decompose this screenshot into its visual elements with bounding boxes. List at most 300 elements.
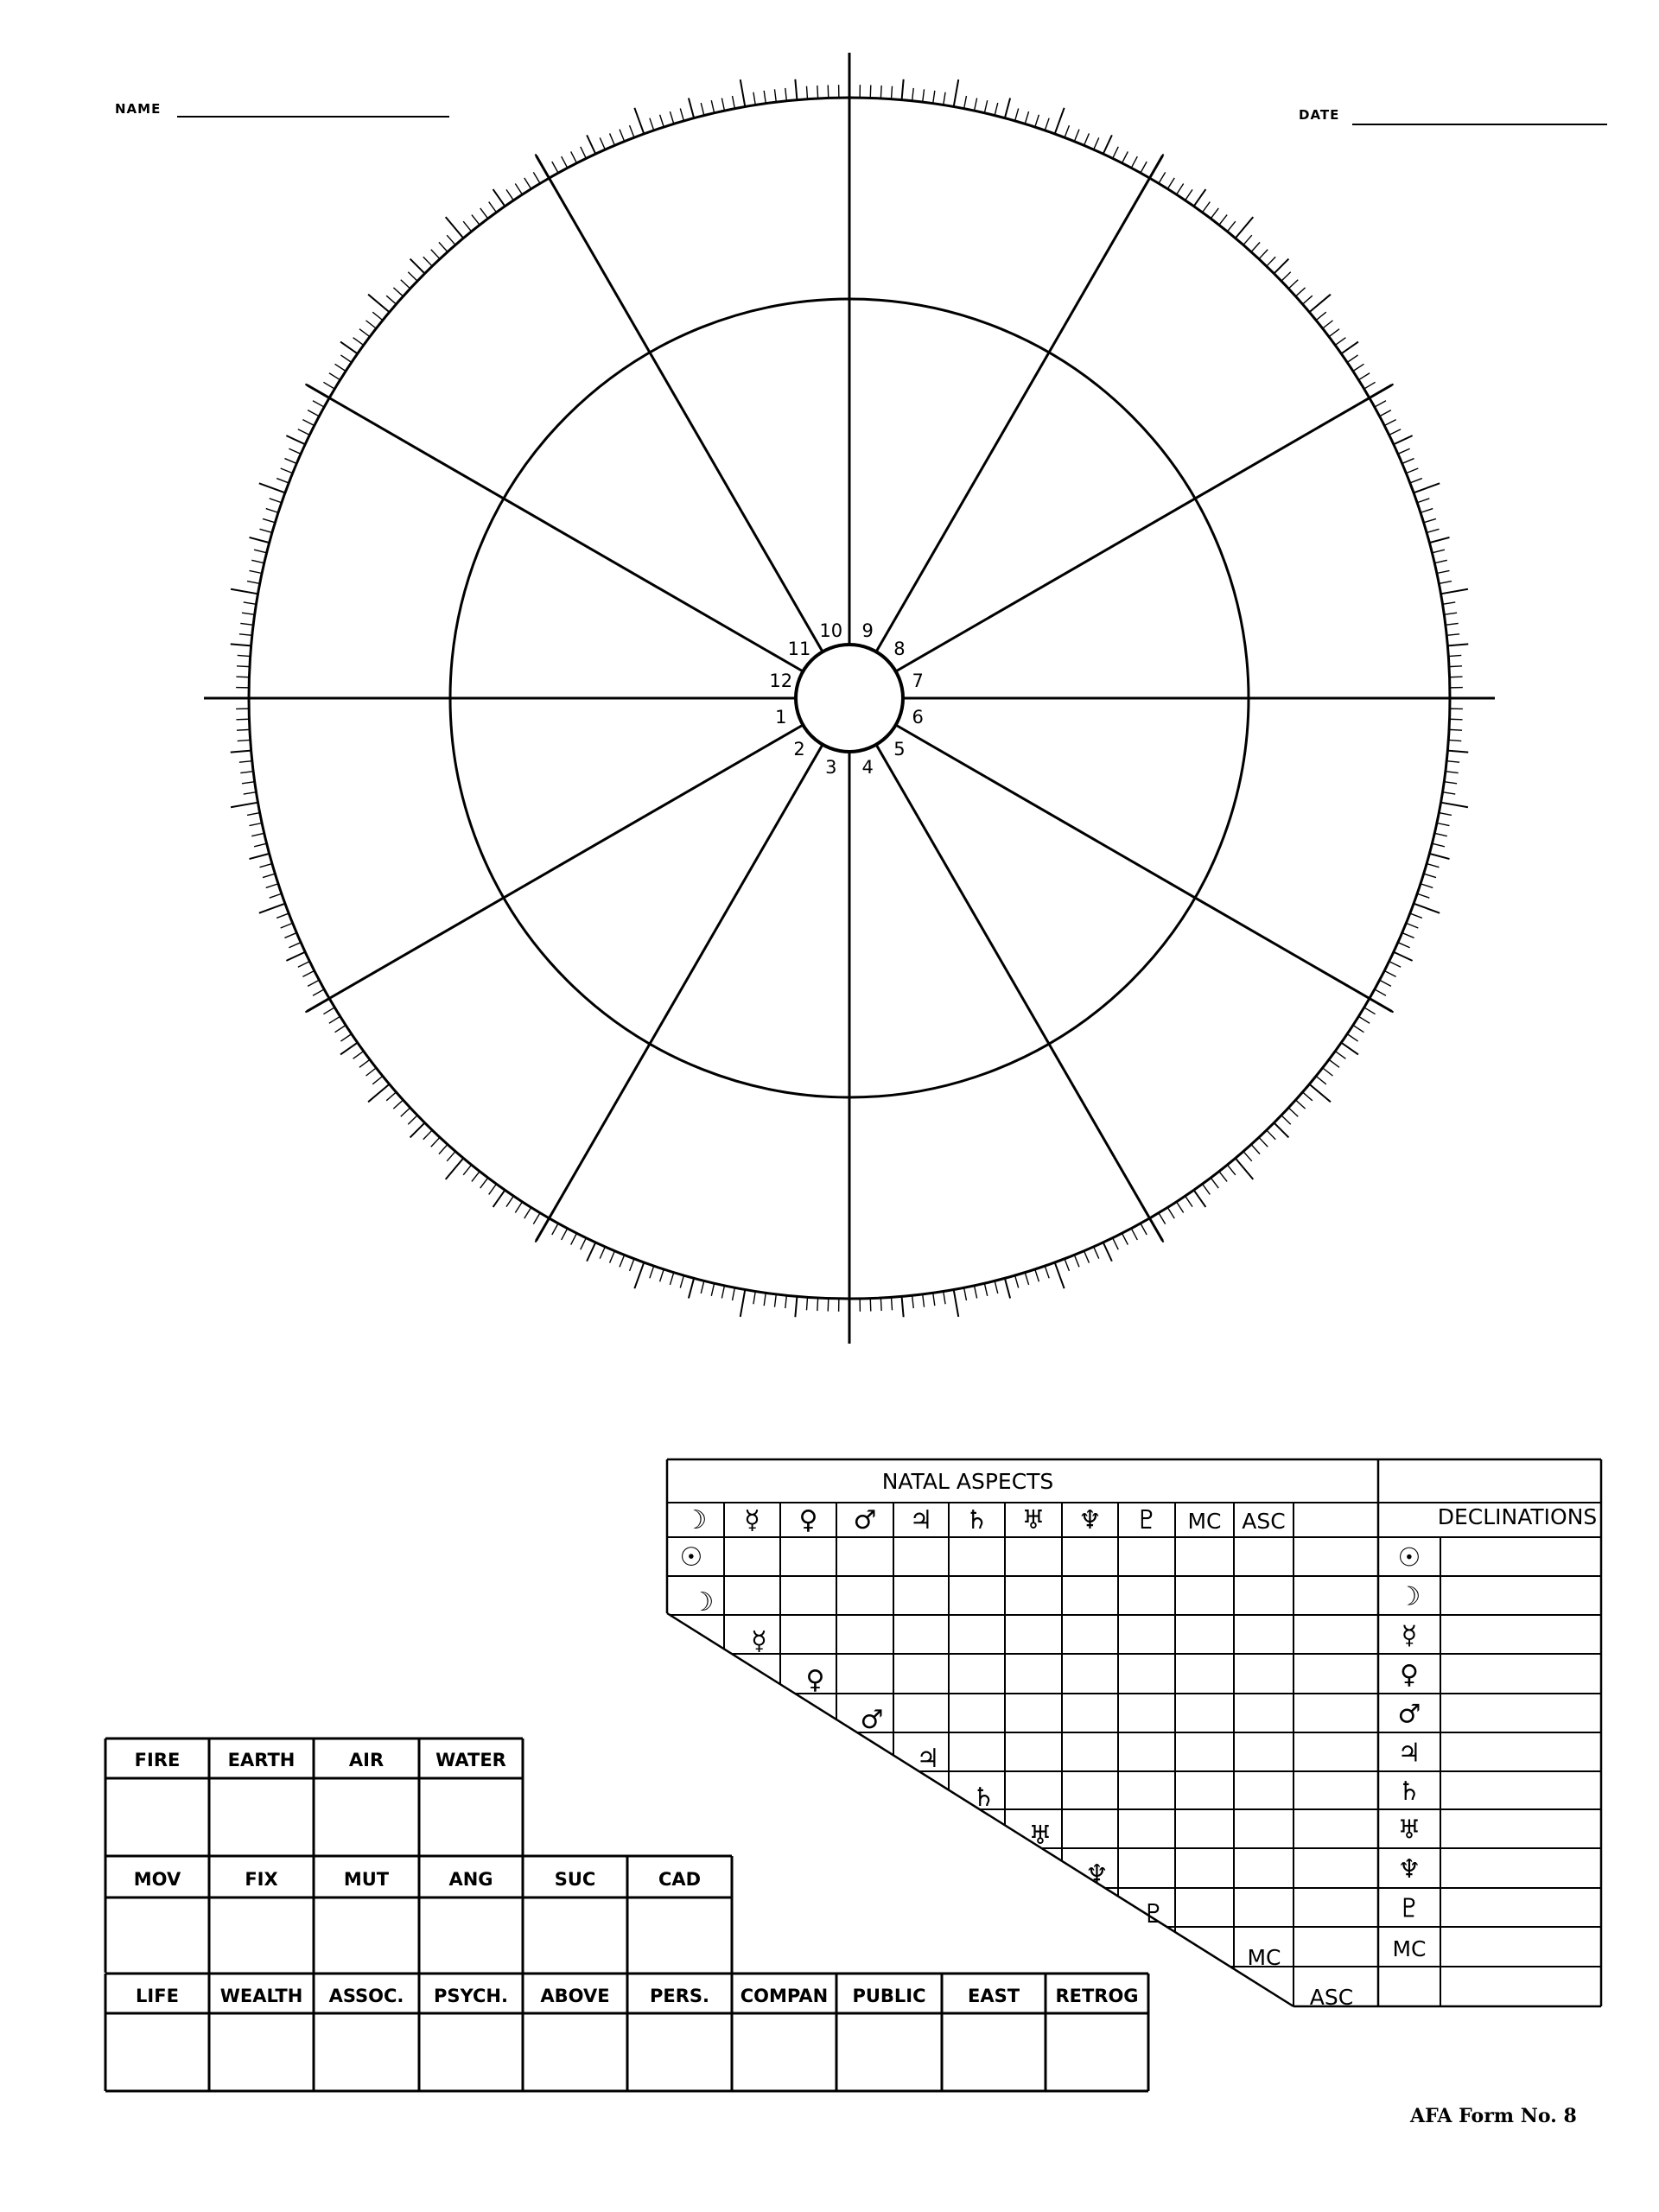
degree-tick [1219,1172,1227,1182]
degree-tick [231,589,258,594]
degree-tick [1094,137,1099,149]
degree-tick [1329,1059,1339,1067]
mode-header-label: SUC [554,1869,596,1890]
degree-tick [423,1130,432,1140]
degree-tick [533,1213,540,1224]
degree-tick [1364,1007,1376,1014]
degree-tick [1447,751,1468,753]
degree-tick [1316,312,1326,320]
degree-tick [954,1289,959,1317]
mode-header-label: AIR [348,1750,385,1770]
mode-header-label: PERS. [649,1986,710,2006]
degree-tick [954,79,959,107]
house-number: 1 [775,707,787,728]
degree-tick [263,518,275,522]
degree-tick [240,772,253,773]
form-number: AFA Form No. 8 [1410,2105,1577,2127]
degree-tick [1045,118,1049,130]
degree-tick [1219,215,1227,226]
degree-tick [472,1172,480,1182]
mode-header-label: COMPAN [740,1986,829,2006]
degree-tick [806,86,807,99]
degree-tick [284,459,296,464]
degree-tick [493,189,505,207]
degree-tick [238,740,251,741]
degree-tick [447,235,455,245]
mode-header-label: PSYCH. [434,1986,508,2006]
aspect-column-header: ♂ [853,1505,877,1535]
degree-tick [795,79,797,100]
degree-tick [1410,479,1422,483]
degree-tick [620,130,625,142]
aspect-row-glyph: ♄ [972,1783,995,1813]
mode-header-label: WEALTH [219,1986,303,2006]
degree-tick [368,295,390,313]
degree-tick [410,259,425,274]
degree-tick [689,98,694,118]
degree-tick [431,1137,440,1147]
mode-header-label: ASSOC. [328,1986,404,2006]
degree-tick [753,1291,755,1304]
degree-tick [393,1100,403,1109]
degree-tick [463,1165,471,1175]
degree-tick [933,1293,935,1306]
degree-tick [1251,242,1260,251]
degree-tick [1402,933,1414,938]
degree-tick [1194,189,1206,207]
house-number: 11 [787,639,811,660]
degree-tick [1358,1016,1370,1023]
degree-tick [1177,184,1184,195]
elements-modes-table [86,1728,1175,2108]
degree-tick [242,613,255,614]
degree-tick [1380,980,1391,986]
degree-tick [386,296,396,304]
degree-tick [1194,1190,1206,1207]
aspect-row-glyph: ☽ [690,1587,715,1618]
aspect-row-glyph: ♂ [860,1705,884,1735]
degree-tick [335,364,346,371]
degree-tick [247,582,260,584]
degree-tick [581,147,587,158]
degree-tick [660,1269,664,1281]
degree-tick [1035,115,1039,127]
degree-tick [1094,1247,1099,1259]
degree-tick [1274,259,1288,274]
degree-tick [1446,761,1459,763]
degree-tick [1447,644,1468,645]
degree-tick [1167,178,1174,189]
degree-tick [923,1294,925,1307]
degree-tick [1375,989,1386,995]
degree-tick [1364,382,1376,389]
degree-tick [689,1278,694,1298]
aspect-row-glyph: ♇ [1141,1899,1166,1929]
degree-tick [828,85,829,98]
mode-header-label: EAST [967,1986,1020,2006]
degree-tick [774,1294,776,1307]
degree-tick [1295,1100,1305,1109]
degree-tick [472,215,480,226]
degree-tick [650,1266,654,1278]
degree-tick [1432,550,1445,553]
mode-header-label: CAD [658,1869,702,1890]
degree-tick [701,1281,704,1294]
degree-tick [1055,108,1065,134]
degree-tick [1113,147,1119,158]
degree-tick [238,655,251,656]
degree-tick [410,1122,425,1137]
degree-tick [870,85,871,98]
degree-tick [1303,296,1313,304]
degree-tick [431,250,440,259]
degree-tick [236,719,249,720]
aspect-column-header: ♇ [1135,1505,1159,1535]
degree-tick [323,1007,334,1014]
aspect-column-header: ♅ [1021,1505,1046,1535]
degree-tick [1122,1233,1128,1244]
degree-tick [880,1298,881,1311]
degree-tick [1274,1122,1288,1137]
degree-tick [1015,1275,1019,1287]
declination-row-glyph: ♂ [1397,1699,1421,1730]
degree-tick [439,242,448,251]
degree-tick [1442,792,1455,794]
degree-tick [1353,364,1364,371]
degree-tick [817,1298,818,1311]
house-number: 6 [912,707,924,728]
degree-tick [1439,813,1452,816]
mode-header-label: MOV [133,1869,181,1890]
degree-tick [1410,913,1422,918]
degree-tick [912,1295,914,1308]
degree-tick [1448,655,1461,656]
degree-tick [1429,537,1449,543]
degree-tick [1353,1026,1364,1033]
degree-tick [286,435,305,444]
degree-tick [828,1299,829,1312]
degree-tick [552,1224,558,1235]
degree-tick [1398,448,1410,454]
degree-tick [1303,1092,1313,1101]
degree-tick [286,952,305,961]
degree-tick [353,338,364,346]
degree-tick [711,100,714,113]
degree-tick [1389,962,1401,968]
degree-tick [1243,235,1252,245]
degree-tick [1177,1202,1184,1213]
degree-tick [634,108,644,134]
degree-tick [340,355,351,362]
degree-tick [1074,130,1079,142]
aspect-column-header: ♀ [798,1505,818,1535]
degree-tick [1065,1259,1069,1271]
mode-header-label: PUBLIC [852,1986,926,2006]
degree-tick [1236,217,1254,238]
degree-tick [1446,772,1459,773]
degree-tick [1211,1178,1218,1188]
degree-tick [600,137,605,149]
degree-tick [995,1281,998,1294]
aspect-column-header: ♃ [909,1505,933,1535]
degree-tick [1440,589,1468,594]
degree-tick [795,1296,797,1317]
degree-tick [239,634,252,636]
degree-tick [581,1238,587,1249]
degree-tick [1406,468,1418,474]
mode-header-label: RETROG [1055,1986,1139,2006]
degree-tick [1394,952,1413,961]
degree-tick [302,971,314,977]
aspect-column-header: ☿ [744,1505,760,1535]
degree-tick [1437,570,1450,573]
degree-tick [1335,338,1345,346]
degree-tick [260,529,272,532]
degree-tick [1122,151,1128,162]
degree-tick [1406,923,1418,928]
degree-tick [266,509,278,513]
aspect-column-header: ASC [1242,1509,1286,1534]
mode-header-label: ANG [448,1869,493,1890]
aspect-column-header: ♄ [965,1505,988,1535]
degree-tick [1227,221,1235,232]
degree-tick [240,623,253,625]
degree-tick [817,86,818,99]
degree-tick [1131,156,1137,168]
degree-tick [764,91,766,104]
degree-tick [1005,1278,1010,1298]
degree-tick [680,109,683,121]
degree-tick [944,1291,945,1304]
degree-tick [1440,803,1468,808]
degree-tick [1167,1207,1174,1218]
degree-tick [1055,1262,1065,1288]
degree-tick [372,312,383,320]
degree-tick [1442,602,1455,604]
degree-tick [1131,1229,1137,1240]
degree-tick [1449,729,1462,730]
degree-tick [552,162,558,173]
natal-aspects-title: NATAL ASPECTS [881,1469,1054,1494]
house-number: 9 [861,620,874,641]
degree-tick [806,1297,807,1310]
degree-tick [670,111,673,124]
declination-row-glyph: ☉ [1397,1542,1421,1573]
degree-tick [1427,864,1439,868]
degree-tick [733,1287,735,1300]
degree-tick [289,448,301,454]
degree-tick [974,99,976,111]
house-number: 12 [769,670,793,691]
degree-tick [480,1178,488,1188]
degree-tick [1398,943,1410,948]
center-circle [796,645,903,752]
declination-row-glyph: ♃ [1397,1738,1421,1769]
degree-tick [1402,459,1414,464]
degree-tick [1259,1137,1268,1147]
degree-tick [1309,295,1331,313]
aspect-row-glyph: ☿ [751,1626,767,1656]
degree-tick [670,1273,673,1285]
degree-tick [489,202,497,213]
degree-tick [340,342,358,354]
degree-tick [1427,529,1439,532]
degree-tick [506,1196,513,1206]
declination-row-glyph: ♆ [1397,1854,1421,1885]
degree-tick [266,884,278,888]
degree-tick [1432,843,1445,847]
degree-tick [368,1084,390,1103]
degree-tick [1203,1184,1211,1194]
degree-tick [401,1108,410,1116]
degree-tick [1394,435,1413,444]
degree-tick [1236,1158,1254,1179]
mode-header-label: WATER [435,1750,506,1770]
declination-row-glyph: MC [1392,1936,1427,1961]
degree-tick [250,823,263,825]
degree-tick [891,1297,892,1310]
degree-tick [1341,342,1358,354]
degree-tick [711,1283,714,1296]
degree-tick [562,156,568,168]
aspect-row-glyph: ♃ [916,1744,940,1774]
degree-tick [1288,1108,1298,1116]
degree-tick [1347,1034,1357,1041]
mode-header-label: EARTH [227,1750,296,1770]
degree-tick [480,208,488,219]
degree-tick [372,1076,383,1084]
degree-tick [276,479,289,483]
degree-tick [308,410,319,416]
name-label: NAME [115,101,162,117]
degree-tick [1444,782,1457,784]
degree-tick [359,329,370,337]
degree-tick [515,184,522,195]
mode-header-label: ABOVE [540,1986,610,2006]
degree-tick [308,980,319,986]
degree-tick [587,135,595,154]
degree-tick [764,1293,766,1306]
degree-tick [1389,429,1401,435]
degree-tick [1084,133,1090,145]
degree-tick [463,221,471,232]
degree-tick [1421,509,1433,513]
degree-tick [1211,208,1218,219]
degree-tick [630,125,634,137]
degree-tick [1084,1251,1090,1263]
degree-tick [1424,874,1436,877]
degree-tick [254,550,267,553]
house-number: 2 [793,738,805,760]
degree-tick [785,88,787,101]
degree-tick [439,1144,448,1154]
degree-tick [610,133,615,145]
degree-tick [1384,971,1395,977]
mode-header-label: FIX [245,1869,278,1890]
degree-tick [620,1255,625,1267]
aspect-row-glyph: ♅ [1028,1821,1052,1851]
degree-tick [995,103,998,116]
degree-tick [281,468,293,474]
degree-tick [1309,1084,1331,1103]
degree-tick [263,874,275,877]
degree-tick [891,86,892,99]
degree-tick [571,151,577,162]
degree-tick [259,904,285,913]
degree-tick [340,1034,351,1041]
degree-tick [244,792,257,794]
degree-tick [1065,125,1069,137]
degree-tick [329,373,340,380]
house-number: 5 [893,738,906,760]
degree-tick [1203,202,1211,213]
degree-tick [1005,98,1010,118]
degree-tick [447,1152,455,1161]
degree-tick [1281,272,1291,281]
degree-tick [944,92,945,105]
degree-tick [1434,560,1447,563]
degree-tick [1341,1043,1358,1055]
degree-tick [524,178,531,189]
degree-tick [1227,1165,1235,1175]
degree-tick [231,751,251,753]
degree-tick [359,1059,370,1067]
degree-tick [680,1275,683,1287]
degree-tick [1450,719,1463,720]
degree-tick [1288,280,1298,289]
degree-tick [1434,833,1447,836]
degree-tick [1103,1243,1112,1262]
degree-tick [408,272,417,281]
degree-tick [1267,1130,1275,1140]
mode-header-label: MUT [343,1869,390,1890]
declinations-title: DECLINATIONS [1437,1504,1598,1529]
degree-tick [1437,823,1450,825]
degree-tick [231,803,258,808]
degree-tick [251,833,264,836]
degree-tick [1113,1238,1119,1249]
degree-tick [562,1229,568,1240]
declination-row-glyph: ♀ [1400,1660,1419,1690]
degree-tick [260,864,272,868]
degree-tick [600,1247,605,1259]
aspect-row-glyph: ☉ [679,1542,703,1573]
mode-header-label: FIRE [134,1750,181,1770]
degree-tick [741,79,746,107]
degree-tick [259,483,285,493]
degree-tick [506,189,513,200]
degree-tick [1074,1255,1079,1267]
degree-tick [244,602,257,604]
degree-tick [1159,1213,1166,1224]
aspect-row-glyph: ♀ [805,1665,825,1695]
degree-tick [270,893,282,898]
degree-tick [870,1299,871,1312]
degree-tick [270,499,282,503]
degree-tick [284,933,296,938]
degree-tick [1424,518,1436,522]
aspect-row-glyph: ♆ [1085,1859,1109,1890]
degree-tick [1414,904,1440,913]
degree-tick [1281,1116,1291,1124]
degree-tick [386,1092,396,1101]
degree-tick [1448,740,1461,741]
degree-tick [408,1116,417,1124]
degree-tick [1444,613,1457,614]
degree-tick [1358,373,1370,380]
degree-tick [340,1043,358,1055]
degree-tick [1446,623,1459,625]
